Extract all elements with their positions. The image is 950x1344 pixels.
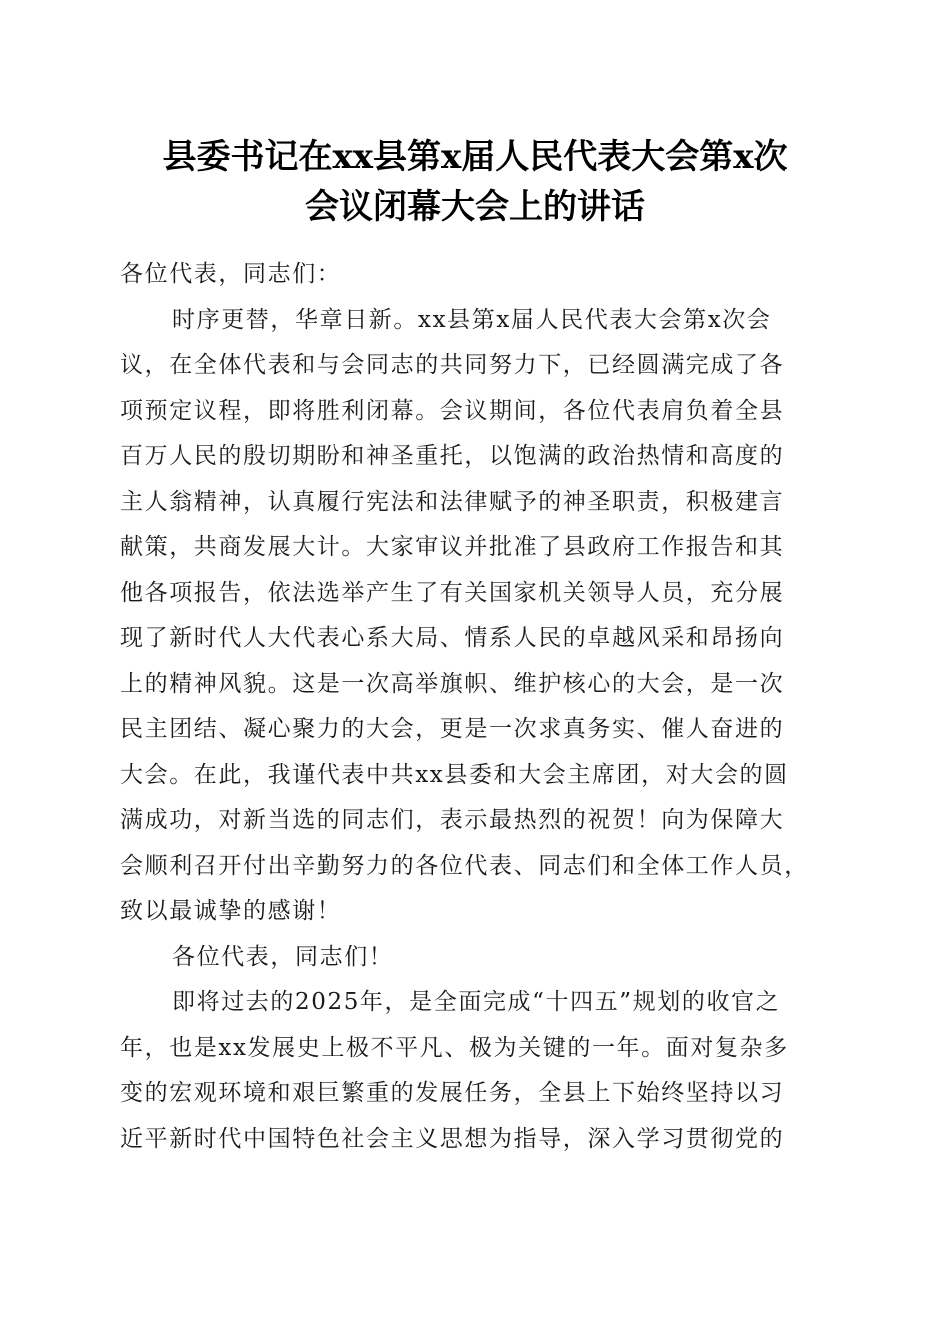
body-line: 致以最诚挚的感谢！ <box>120 898 342 924</box>
document-body <box>120 252 830 1162</box>
body-line: 献策，共商发展大计。大家审议并批准了县政府工作报告和其 <box>120 534 785 560</box>
body-line: 近平新时代中国特色社会主义思想为指导，深入学习贯彻党的 <box>120 1125 785 1152</box>
body-line: 时序更替，华章日新。xx县第x届人民代表大会第x次会 <box>172 306 772 333</box>
body-line: 项预定议程，即将胜利闭幕。会议期间，各位代表肩负着全县 <box>120 397 785 424</box>
body-line: 各位代表，同志们！ <box>172 943 394 970</box>
body-line: 民主团结、凝心聚力的大会，更是一次求真务实、催人奋进的 <box>120 716 785 742</box>
body-line: 百万人民的殷切期盼和神圣重托，以饱满的政治热情和高度的 <box>120 443 785 469</box>
body-line: 满成功，对新当选的同志们，表示最热烈的祝贺！向为保障大 <box>120 807 785 833</box>
body-line: 大会。在此，我谨代表中共xx县委和大会主席团，对大会的圆 <box>120 761 789 788</box>
body-line: 年，也是xx发展史上极不平凡、极为关键的一年。面对复杂多 <box>120 1034 789 1061</box>
body-line: 变的宏观环境和艰巨繁重的发展任务，全县上下始终坚持以习 <box>120 1080 785 1106</box>
body-line: 他各项报告，依法选举产生了有关国家机关领导人员，充分展 <box>120 579 785 606</box>
body-line: 主人翁精神，认真履行宪法和法律赋予的神圣职责，积极建言 <box>120 488 785 515</box>
body-line: 即将过去的2025年，是全面完成“十四五”规划的收官之 <box>172 989 781 1015</box>
body-line: 议，在全体代表和与会同志的共同努力下，已经圆满完成了各 <box>120 352 785 378</box>
body-line: 会顺利召开付出辛勤努力的各位代表、同志们和全体工作人员， <box>120 852 809 879</box>
body-line: 现了新时代人大代表心系大局、情系人民的卓越风采和昂扬向 <box>120 625 785 651</box>
body-line: 上的精神风貌。这是一次高举旗帜、维护核心的大会，是一次 <box>120 670 785 697</box>
body-line: 各位代表，同志们： <box>120 261 342 287</box>
title-line: 会议闭幕大会上的讲话 <box>305 187 645 227</box>
title-line: 县委书记在xx县第x届人民代表大会第x次 <box>162 137 788 177</box>
document-title <box>95 132 855 232</box>
